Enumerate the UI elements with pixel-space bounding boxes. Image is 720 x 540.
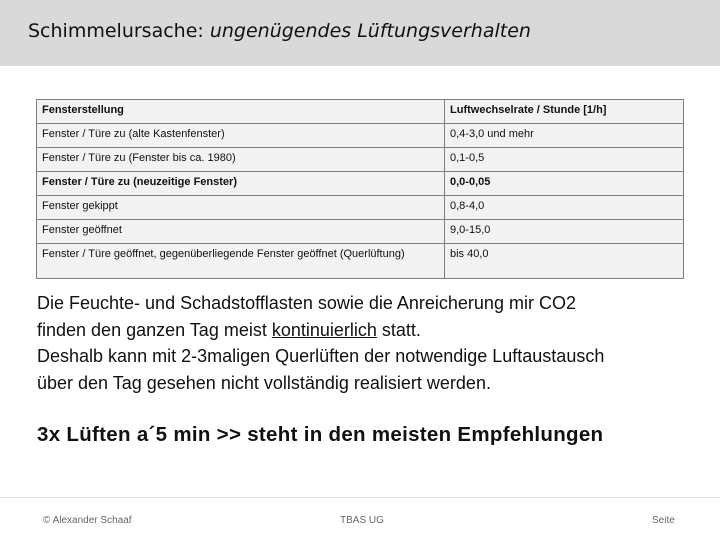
cell-rate: 0,4-3,0 und mehr — [445, 124, 684, 148]
title-bar — [0, 0, 720, 66]
cell-rate: 0,1-0,5 — [445, 148, 684, 172]
footer-author: © Alexander Schaaf — [43, 515, 132, 526]
header-fensterstellung: Fensterstellung — [37, 100, 445, 124]
table-row — [37, 244, 684, 279]
slide-title — [28, 20, 531, 42]
table-row — [37, 148, 684, 172]
emphasis-statement: 3x Lüften a´5 min >> steht in den meisten Empfehlungen — [37, 423, 604, 446]
ventilation-table — [36, 99, 684, 279]
cell-position: Fenster / Türe zu (Fenster bis ca. 1980) — [37, 148, 445, 172]
body-line — [37, 317, 687, 344]
footer-divider — [0, 497, 720, 498]
underlined-word: kontinuierlich — [271, 319, 377, 340]
cell-position: Fenster gekippt — [37, 196, 445, 220]
cell-position: Fenster / Türe zu (alte Kastenfenster) — [37, 124, 445, 148]
body-line: Die Feuchte- und Schadstofflasten sowie die Anreicherung mir CO2 — [37, 293, 576, 313]
title-main: Schimmelursache: — [28, 20, 210, 42]
body-text: statt. — [376, 319, 421, 340]
table-row — [37, 196, 684, 220]
body-line: Deshalb kann mit 2-3maligen Querlüften der notwendige Luftaustausch — [37, 346, 605, 366]
title-subtitle: ungenügendes Lüftungsverhalten — [209, 20, 531, 42]
table-row — [37, 172, 684, 196]
cell-position: Fenster geöffnet — [37, 220, 445, 244]
cell-rate: 0,8-4,0 — [445, 196, 684, 220]
table-header-row — [37, 100, 684, 124]
header-luftwechselrate: Luftwechselrate / Stunde [1/h] — [445, 100, 684, 124]
footer-page: Seite — [652, 515, 675, 526]
table-row — [37, 124, 684, 148]
cell-rate: bis 40,0 — [445, 244, 684, 279]
body-paragraph — [37, 290, 687, 396]
footer-company: TBAS UG — [340, 515, 384, 526]
cell-rate: 0,0-0,05 — [445, 172, 684, 196]
body-line: über den Tag gesehen nicht vollständig realisiert werden. — [37, 372, 491, 393]
table-row — [37, 220, 684, 244]
cell-rate: 9,0-15,0 — [445, 220, 684, 244]
body-text: finden den ganzen Tag meist — [37, 319, 272, 340]
cell-position: Fenster / Türe geöffnet, gegenüberliegende Fenster geöffnet (Querlüftung) — [37, 244, 445, 279]
cell-position: Fenster / Türe zu (neuzeitige Fenster) — [37, 172, 445, 196]
